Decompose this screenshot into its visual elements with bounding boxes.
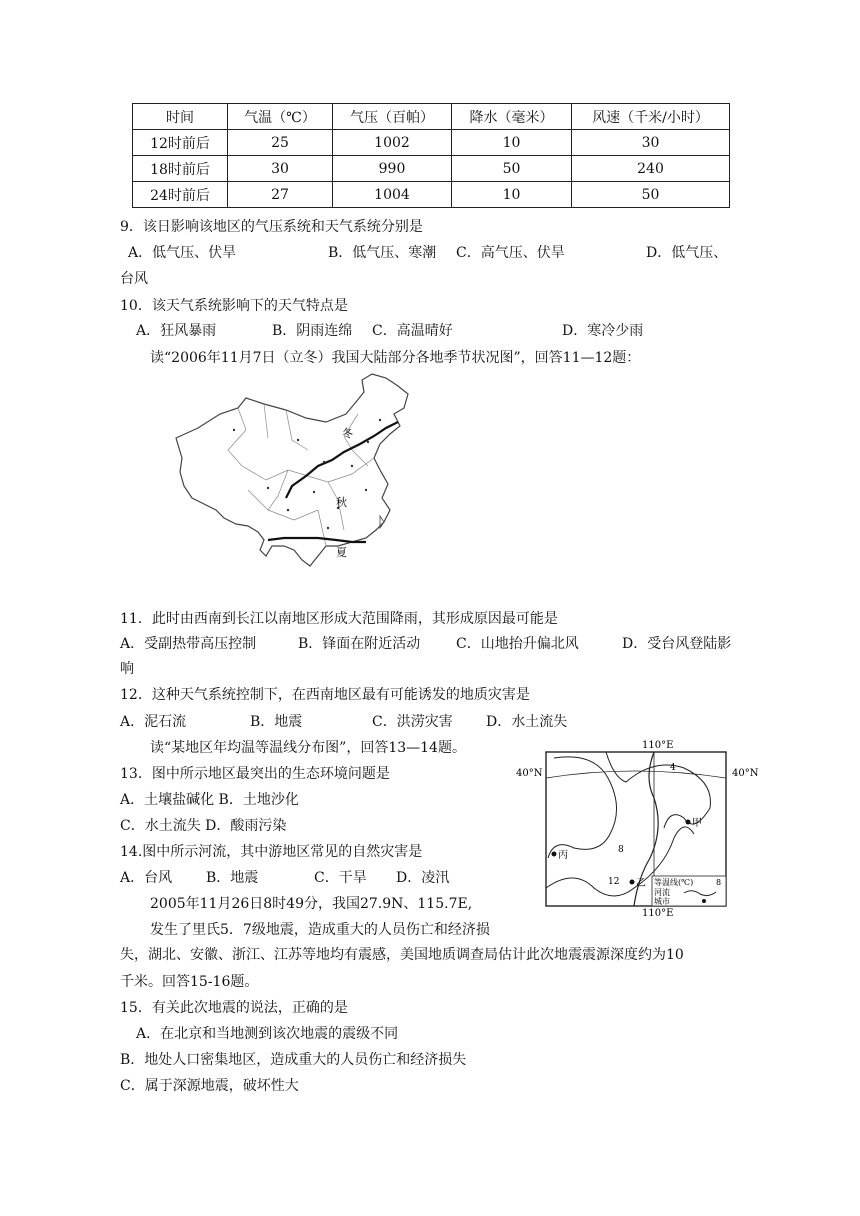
- q9-option-d-continued: 台风: [120, 271, 148, 287]
- city-yi-label: 乙: [636, 878, 646, 889]
- table-cell: 240: [572, 156, 730, 182]
- table-cell: 990: [333, 156, 452, 182]
- table-cell: 10: [452, 130, 572, 156]
- q10-option-a: A．狂风暴雨: [136, 323, 217, 339]
- legend-river-label: 河流: [654, 888, 670, 897]
- table-cell: 27: [228, 182, 333, 208]
- legend-isotherm-label: 等温线(℃): [654, 878, 694, 887]
- q9-option-d: D．低气压、: [646, 245, 728, 261]
- iso-label-8: 8: [618, 845, 624, 855]
- lon-label-top: 110°E: [642, 740, 674, 751]
- q14-option-c: C．干旱: [314, 870, 367, 886]
- iso-label-4: 4: [670, 763, 676, 773]
- city-bing-label: 丙: [558, 850, 568, 861]
- q12-option-c: C．洪涝灾害: [372, 714, 453, 730]
- table-cell: 10: [452, 182, 572, 208]
- q13-options-ab: A．土壤盐碱化 B．土地沙化: [120, 792, 299, 808]
- lat-label-right: 40°N: [732, 768, 759, 779]
- city-yi-dot: [630, 880, 635, 885]
- map2-intro: 读“某地区年均温等温线分布图”，回答13—14题。: [150, 740, 466, 756]
- question-14-stem: 14.图中所示河流，其中游地区常见的自然灾害是: [120, 844, 423, 860]
- lat-label-left: 40°N: [516, 768, 543, 779]
- q13-options-cd: C．水土流失 D．酸雨污染: [120, 818, 287, 834]
- q11-option-d: D．受台风登陆影: [622, 636, 732, 652]
- q15-option-b: B．地处人口密集地区，造成重大的人员伤亡和经济损失: [120, 1052, 467, 1068]
- table-cell: 30: [572, 130, 730, 156]
- map-label-autumn: 秋: [336, 496, 347, 509]
- q14-option-a: A．台风: [120, 870, 173, 886]
- q10-option-b: B．阴雨连绵: [272, 323, 353, 339]
- q11-option-d-continued: 响: [120, 661, 134, 677]
- q9-option-a: A．低气压、伏旱: [128, 245, 237, 261]
- table-cell: 1004: [333, 182, 452, 208]
- table-cell: 50: [572, 182, 730, 208]
- table-header-cell: 时间: [133, 104, 228, 130]
- table-cell: 1002: [333, 130, 452, 156]
- table-cell: 12时前后: [133, 130, 228, 156]
- legend-city-symbol: [702, 899, 706, 903]
- table-cell: 30: [228, 156, 333, 182]
- table-row: [133, 182, 730, 208]
- table-row: [133, 130, 730, 156]
- quake-para-line-1: 2005年11月26日8时49分，我国27.9N、115.7E,: [150, 896, 473, 912]
- map1-intro: 读“2006年11月7日（立冬）我国大陆部分各地季节状况图”，回答11—12题：: [150, 350, 641, 366]
- question-9-stem: 9．该日影响该地区的气压系统和天气系统分别是: [120, 219, 423, 235]
- legend-isotherm-value: 8: [716, 878, 722, 887]
- q9-option-b: B．低气压、寒潮: [328, 245, 437, 261]
- question-15-stem: 15．有关此次地震的说法，正确的是: [120, 1000, 348, 1016]
- q11-option-a: A．受副热带高压控制: [120, 636, 257, 652]
- q15-option-c: C．属于深源地震，破坏性大: [120, 1078, 299, 1094]
- city-bing-dot: [552, 852, 557, 857]
- china-season-map: [168, 370, 428, 570]
- question-10-stem: 10．该天气系统影响下的天气特点是: [120, 298, 348, 314]
- table-header-cell: 降水（毫米）: [452, 104, 572, 130]
- map-label-winter: 冬: [342, 427, 353, 440]
- city-jia-label: 甲: [692, 818, 702, 829]
- legend-city-label: 城市: [654, 897, 670, 906]
- q14-option-b: B．地震: [206, 870, 259, 886]
- question-13-stem: 13．图中所示地区最突出的生态环境问题是: [120, 766, 390, 782]
- province-borders: [228, 404, 374, 546]
- q14-option-d: D．凌汛: [396, 870, 450, 886]
- table-row: [133, 156, 730, 182]
- weather-table: [132, 103, 730, 208]
- table-cell: 24时前后: [133, 182, 228, 208]
- iso-label-12: 12: [608, 877, 620, 887]
- table-header-row: [133, 104, 730, 130]
- table-header-cell: 风速（千米/小时）: [572, 104, 730, 130]
- table-header-cell: 气压（百帕）: [333, 104, 452, 130]
- isotherm-map: [514, 738, 764, 918]
- table-cell: 50: [452, 156, 572, 182]
- table-cell: 25: [228, 130, 333, 156]
- q11-option-b: B．锋面在附近活动: [298, 636, 421, 652]
- quake-para-line-2: 发生了里氏5．7级地震，造成重大的人员伤亡和经济损: [150, 922, 490, 938]
- autumn-summer-boundary: [268, 538, 366, 542]
- q11-option-c: C．山地抬升偏北风: [456, 636, 579, 652]
- question-11-stem: 11．此时由西南到长江以南地区形成大范围降雨，其形成原因最可能是: [120, 611, 558, 627]
- q15-option-a: A．在北京和当地测到该次地震的震级不同: [136, 1026, 399, 1042]
- q12-option-a: A．泥石流: [120, 714, 187, 730]
- quake-para-line-3: 失，湖北、安徽、浙江、江苏等地均有震感，美国地质调查局估计此次地震震源深度约为10: [120, 947, 684, 963]
- q10-option-d: D．寒冷少雨: [562, 323, 644, 339]
- quake-para-line-4: 千米。回答15-16题。: [120, 974, 259, 990]
- lon-label-bottom: 110°E: [642, 908, 674, 918]
- city-jia-dot: [686, 820, 691, 825]
- table-cell: 18时前后: [133, 156, 228, 182]
- q12-option-d: D．水土流失: [486, 714, 568, 730]
- table-header-cell: 气温（℃）: [228, 104, 333, 130]
- map-label-summer: 夏: [336, 546, 347, 559]
- q9-option-c: C．高气压、伏旱: [456, 245, 565, 261]
- q10-option-c: C．高温晴好: [372, 323, 453, 339]
- q12-option-b: B．地震: [250, 714, 303, 730]
- question-12-stem: 12．这种天气系统控制下，在西南地区最有可能诱发的地质灾害是: [120, 687, 530, 703]
